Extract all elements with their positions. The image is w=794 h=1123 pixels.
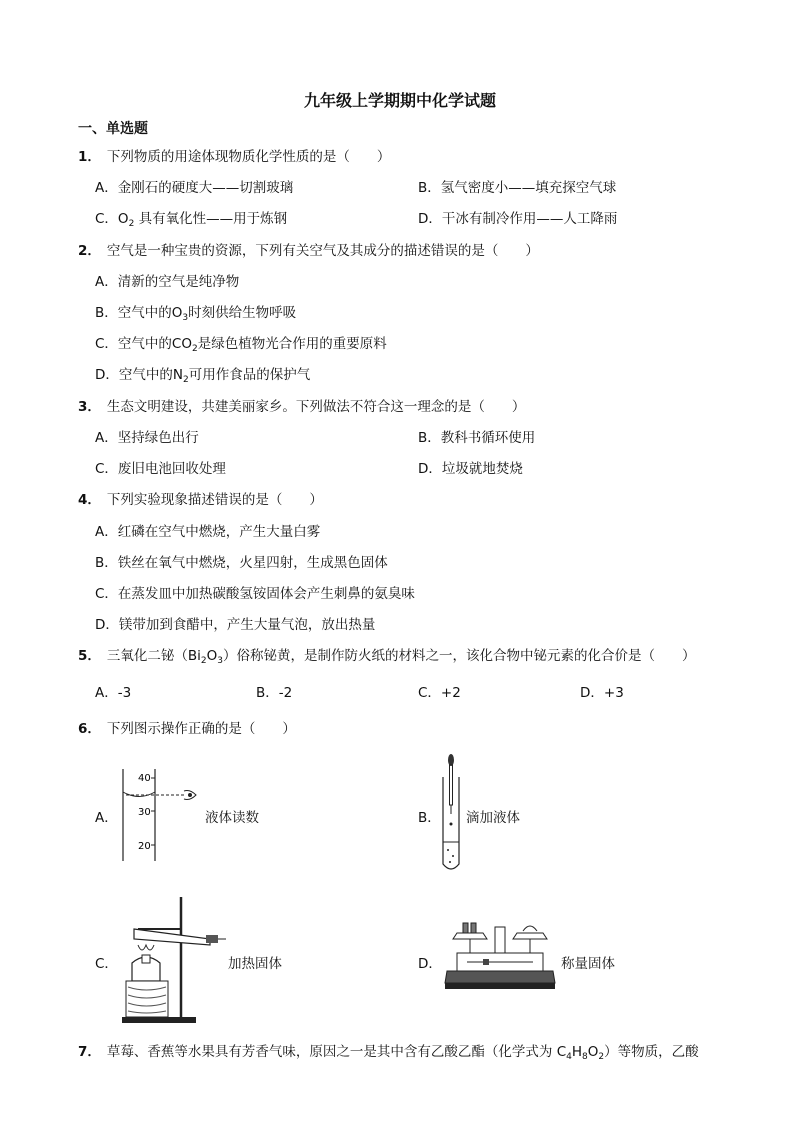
q1-option-c: C．$O_2$ 具有氧化性——用于炼钢 bbox=[95, 211, 288, 229]
q6-option-b-label: B． bbox=[418, 810, 441, 826]
q2-option-c: C．空气中的$CO_2$是绿色植物光合作用的重要原料 bbox=[95, 336, 387, 354]
question-2: 2． 空气是一种宝贵的资源，下列有关空气及其成分的描述错误的是（ ） bbox=[78, 243, 539, 259]
question-1: 1． 下列物质的用途体现物质化学性质的是（ ） bbox=[78, 149, 391, 165]
q6-option-b-text: 滴加液体 bbox=[466, 810, 520, 826]
q3-option-a: A．坚持绿色出行 bbox=[95, 430, 199, 446]
q4-option-b: B．铁丝在氧气中燃烧，火星四射，生成黑色固体 bbox=[95, 555, 388, 571]
tick-20: 20 bbox=[138, 841, 151, 852]
q6-option-a-text: 液体读数 bbox=[205, 810, 259, 826]
q2-option-d: D．空气中的$N_2$可用作食品的保护气 bbox=[95, 367, 311, 385]
balance-scale-diagram bbox=[443, 917, 558, 999]
question-4: 4． 下列实验现象描述错误的是（ ） bbox=[78, 492, 323, 508]
tick-30: 30 bbox=[138, 807, 151, 818]
tick-40: 40 bbox=[138, 773, 151, 784]
q3-option-d: D．垃圾就地焚烧 bbox=[418, 461, 523, 477]
q4-option-d: D．镁带加到食醋中，产生大量气泡，放出热量 bbox=[95, 617, 376, 633]
question-5: 5． 三氧化二铋$(Bi_2O_3)$俗称铋黄，是制作防火纸的材料之一，该化合物中铋元素的化合价是（ ） bbox=[78, 648, 696, 666]
q5-option-a: A．-3 bbox=[95, 685, 132, 701]
q3-option-b: B．教科书循环使用 bbox=[418, 430, 536, 446]
q5-option-c: C．+2 bbox=[418, 685, 461, 701]
q6-option-d-text: 称量固体 bbox=[561, 956, 615, 972]
q6-option-c-label: C． bbox=[95, 956, 118, 972]
question-7: 7． 草莓、香蕉等水果具有芳香气味，原因之一是其中含有乙酸乙酯（化学式为 $C_4H_8O_2$）等物质，乙酸 bbox=[78, 1044, 699, 1062]
q3-option-c: C．废旧电池回收处理 bbox=[95, 461, 226, 477]
cylinder-reading-diagram bbox=[110, 765, 220, 865]
q6-option-d-label: D． bbox=[418, 956, 442, 972]
q1-option-d: D．干冰有制冷作用——人工降雨 bbox=[418, 211, 618, 227]
heating-solid-diagram bbox=[118, 893, 228, 1028]
q6-option-a-label: A． bbox=[95, 810, 118, 826]
q5-option-d: D．+3 bbox=[580, 685, 624, 701]
page-title: 九年级上学期期中化学试题 bbox=[304, 91, 497, 110]
q5-option-b: B．-2 bbox=[256, 685, 293, 701]
q4-option-c: C．在蒸发皿中加热碳酸氢铵固体会产生刺鼻的氨臭味 bbox=[95, 586, 415, 602]
q1-option-a: A．金刚石的硬度大——切割玻璃 bbox=[95, 180, 294, 196]
dropper-test-tube-diagram bbox=[438, 752, 468, 877]
q2-option-a: A．清新的空气是纯净物 bbox=[95, 274, 240, 290]
q2-option-b: B．空气中的$O_3$时刻供给生物呼吸 bbox=[95, 305, 297, 323]
q1-option-b: B．氢气密度小——填充探空气球 bbox=[418, 180, 617, 196]
q4-option-a: A．红磷在空气中燃烧，产生大量白雾 bbox=[95, 524, 321, 540]
q6-option-c-text: 加热固体 bbox=[228, 956, 282, 972]
section-heading: 一、单选题 bbox=[78, 121, 148, 137]
question-3: 3． 生态文明建设，共建美丽家乡。下列做法不符合这一理念的是（ ） bbox=[78, 399, 526, 415]
question-6: 6． 下列图示操作正确的是（ ） bbox=[78, 721, 296, 737]
